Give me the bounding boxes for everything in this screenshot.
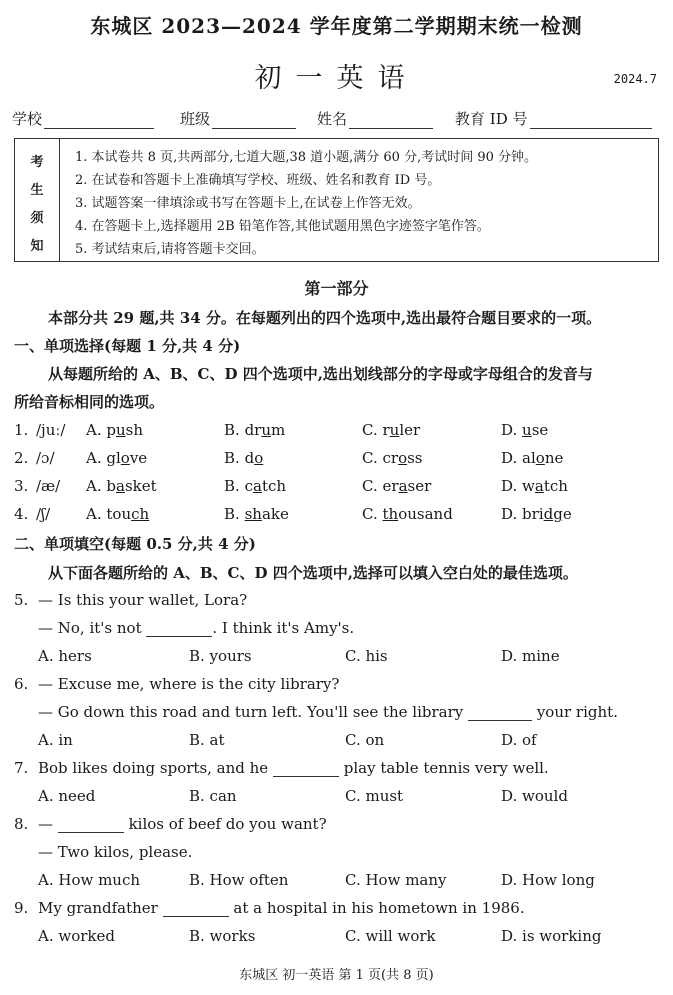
question-text: Bob likes doing sports, and he play table tennis very well. [38,759,549,777]
answer-option[interactable]: A. touch [86,505,150,523]
answer-option[interactable]: B. catch [224,477,287,495]
school-field[interactable]: 学校 [12,108,154,129]
question-number: 3. [14,477,29,495]
question-text: My grandfather at a hospital in his hometown in 1986. [38,899,525,917]
answer-option[interactable]: D. alone [501,449,564,467]
answer-blank[interactable] [58,818,124,833]
answer-blank[interactable] [146,622,212,637]
answer-blank[interactable] [273,762,339,777]
answer-option[interactable]: C. thousand [362,505,453,523]
answer-option[interactable]: B. can [189,787,237,805]
answer-option[interactable]: C. ruler [362,421,421,439]
answer-option[interactable]: A. need [38,787,96,805]
question-text: — kilos of beef do you want? [38,815,327,833]
answer-option[interactable]: A. How much [38,871,141,889]
answer-option[interactable]: D. is working [501,927,602,945]
answer-option[interactable]: A. glove [86,449,148,467]
section-instruction: 从下面各题所给的 A、B、C、D 四个选项中,选择可以填入空白处的最佳选项。 [48,564,578,582]
notice-item: 2. 在试卷和答题卡上准确填写学校、班级、姓名和教育 ID 号。 [75,173,441,188]
answer-option[interactable]: D. use [501,421,549,439]
answer-option[interactable]: B. do [224,449,264,467]
question-number: 7. [14,759,29,777]
answer-option[interactable]: D. watch [501,477,568,495]
notice-item: 1. 本试卷共 8 页,共两部分,七道大题,38 道小题,满分 60 分,考试时间 90 分钟。 [75,150,538,165]
answer-blank[interactable] [163,902,229,917]
question-number: 5. [14,591,29,609]
answer-option[interactable]: B. How often [189,871,289,889]
exam-notice-box [14,138,659,262]
notice-heading: 考 生 须 知 [15,139,60,261]
class-field[interactable]: 班级 [180,108,296,129]
exam-header-title: 东城区 2023—2024 学年度第二学期期末统一检测 [90,14,583,38]
question-number: 1. [14,421,29,439]
answer-option[interactable]: D. How long [501,871,595,889]
exam-date: 2024.7 [613,72,657,86]
phonetic-symbol: /æ/ [36,477,61,495]
answer-option[interactable]: C. How many [345,871,447,889]
answer-option[interactable]: B. yours [189,647,252,665]
part-title: 第一部分 [304,279,369,298]
question-number: 6. [14,675,29,693]
phonetic-symbol: /ʃ/ [36,505,51,523]
answer-option[interactable]: C. on [345,731,385,749]
notice-item: 5. 考试结束后,请将答题卡交回。 [75,242,265,257]
answer-option[interactable]: A. worked [38,927,115,945]
question-number: 8. [14,815,29,833]
answer-option[interactable]: C. cross [362,449,423,467]
part-intro: 本部分共 29 题,共 34 分。在每题列出的四个选项中,选出最符合题目要求的一项。 [48,309,602,327]
name-field[interactable]: 姓名 [317,108,433,129]
section-instruction: 从每题所给的 A、B、C、D 四个选项中,选出划线部分的字母或字母组合的发音与 [48,365,593,383]
question-text: — Is this your wallet, Lora? [38,591,248,609]
answer-option[interactable]: A. hers [38,647,92,665]
answer-option[interactable]: C. his [345,647,388,665]
answer-option[interactable]: D. bridge [501,505,572,523]
question-text: — Excuse me, where is the city library? [38,675,340,693]
answer-option[interactable]: A. basket [86,477,157,495]
subject-title: 初一英语 [254,63,419,94]
phonetic-symbol: /juː/ [36,421,66,439]
question-number: 4. [14,505,29,523]
answer-option[interactable]: C. eraser [362,477,432,495]
answer-option[interactable]: B. shake [224,505,289,523]
answer-option[interactable]: D. would [501,787,568,805]
answer-option[interactable]: C. will work [345,927,436,945]
education-id-field[interactable]: 教育 ID 号 [455,108,652,129]
answer-option[interactable]: B. works [189,927,256,945]
answer-option[interactable]: B. at [189,731,225,749]
answer-option[interactable]: D. mine [501,647,560,665]
question-number: 9. [14,899,29,917]
section-title: 二、单项填空(每题 0.5 分,共 4 分) [14,535,256,553]
question-number: 2. [14,449,29,467]
question-text: — Two kilos, please. [38,843,193,861]
notice-item: 4. 在答题卡上,选择题用 2B 铅笔作答,其他试题用黑色字迹签字笔作答。 [75,219,490,234]
page-footer: 东城区 初一英语 第 1 页(共 8 页) [239,968,434,983]
answer-option[interactable]: D. of [501,731,537,749]
answer-option[interactable]: C. must [345,787,404,805]
answer-option[interactable]: A. push [86,421,144,439]
question-text: — No, it's not . I think it's Amy's. [38,619,355,637]
phonetic-symbol: /ɔ/ [36,449,55,467]
answer-blank[interactable] [468,706,532,721]
section-instruction: 所给音标相同的选项。 [14,393,165,411]
notice-item: 3. 试题答案一律填涂或书写在答题卡上,在试卷上作答无效。 [75,196,421,211]
answer-option[interactable]: A. in [38,731,73,749]
section-title: 一、单项选择(每题 1 分,共 4 分) [14,337,241,355]
answer-option[interactable]: B. drum [224,421,286,439]
question-text: — Go down this road and turn left. You'll see the library your right. [38,703,618,721]
